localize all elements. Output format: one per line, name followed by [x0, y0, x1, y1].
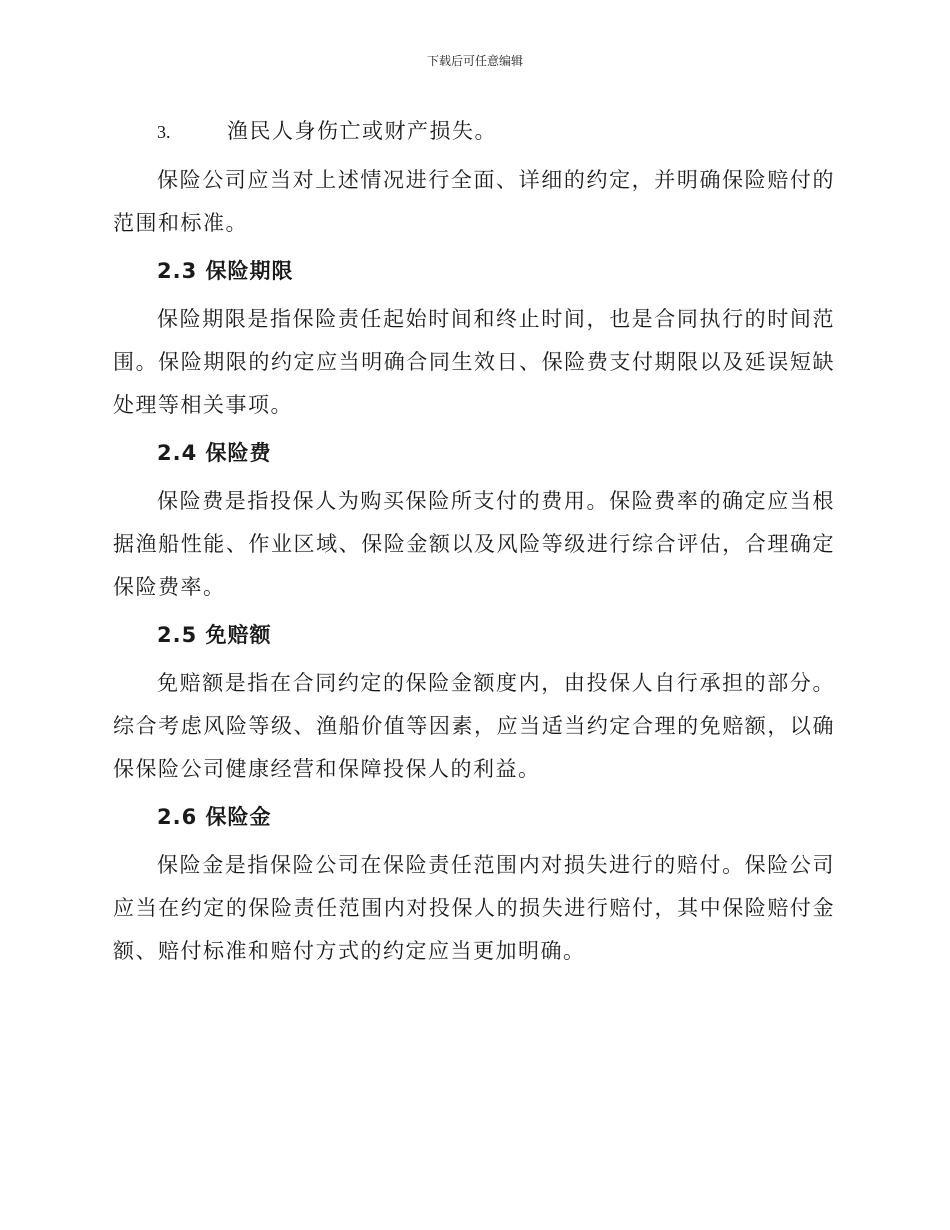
list-item — [113, 110, 835, 154]
list-item-number: 3. — [157, 122, 171, 142]
section-body-2-3: 保险期限是指保险责任起始时间和终止时间，也是合同执行的时间范围。保险期限的约定应当明确合同生效日、保险费支付期限以及延误短缺处理等相关事项。 — [113, 307, 835, 417]
section-heading-2-6: 2.6 保险金 — [157, 805, 272, 829]
list-item-text: 渔民人身伤亡或财产损失。 — [227, 119, 497, 143]
page-header: 下载后可任意编辑 — [426, 54, 523, 68]
section-body-2-6: 保险金是指保险公司在保险责任范围内对损失进行的赔付。保险公司应当在约定的保险责任范围内对投保人的损失进行赔付，其中保险赔付金额、赔付标准和赔付方式的约定应当更加明确。 — [113, 853, 835, 963]
section-body-2-4: 保险费是指投保人为购买保险所支付的费用。保险费率的确定应当根据渔船性能、作业区域、保险金额以及风险等级进行综合评估，合理确定保险费率。 — [113, 489, 835, 599]
section-heading-2-4: 2.4 保险费 — [157, 441, 272, 465]
section-heading-2-3: 2.3 保险期限 — [157, 259, 294, 283]
section-body-2-5: 免赔额是指在合同约定的保险金额度内，由投保人自行承担的部分。综合考虑风险等级、渔船价值等因素，应当适当约定合理的免赔额，以确保保险公司健康经营和保障投保人的利益。 — [113, 671, 835, 781]
section-heading-2-5: 2.5 免赔额 — [157, 623, 272, 647]
intro-paragraph: 保险公司应当对上述情况进行全面、详细的约定，并明确保险赔付的范围和标准。 — [113, 168, 835, 235]
document-body — [113, 110, 835, 978]
